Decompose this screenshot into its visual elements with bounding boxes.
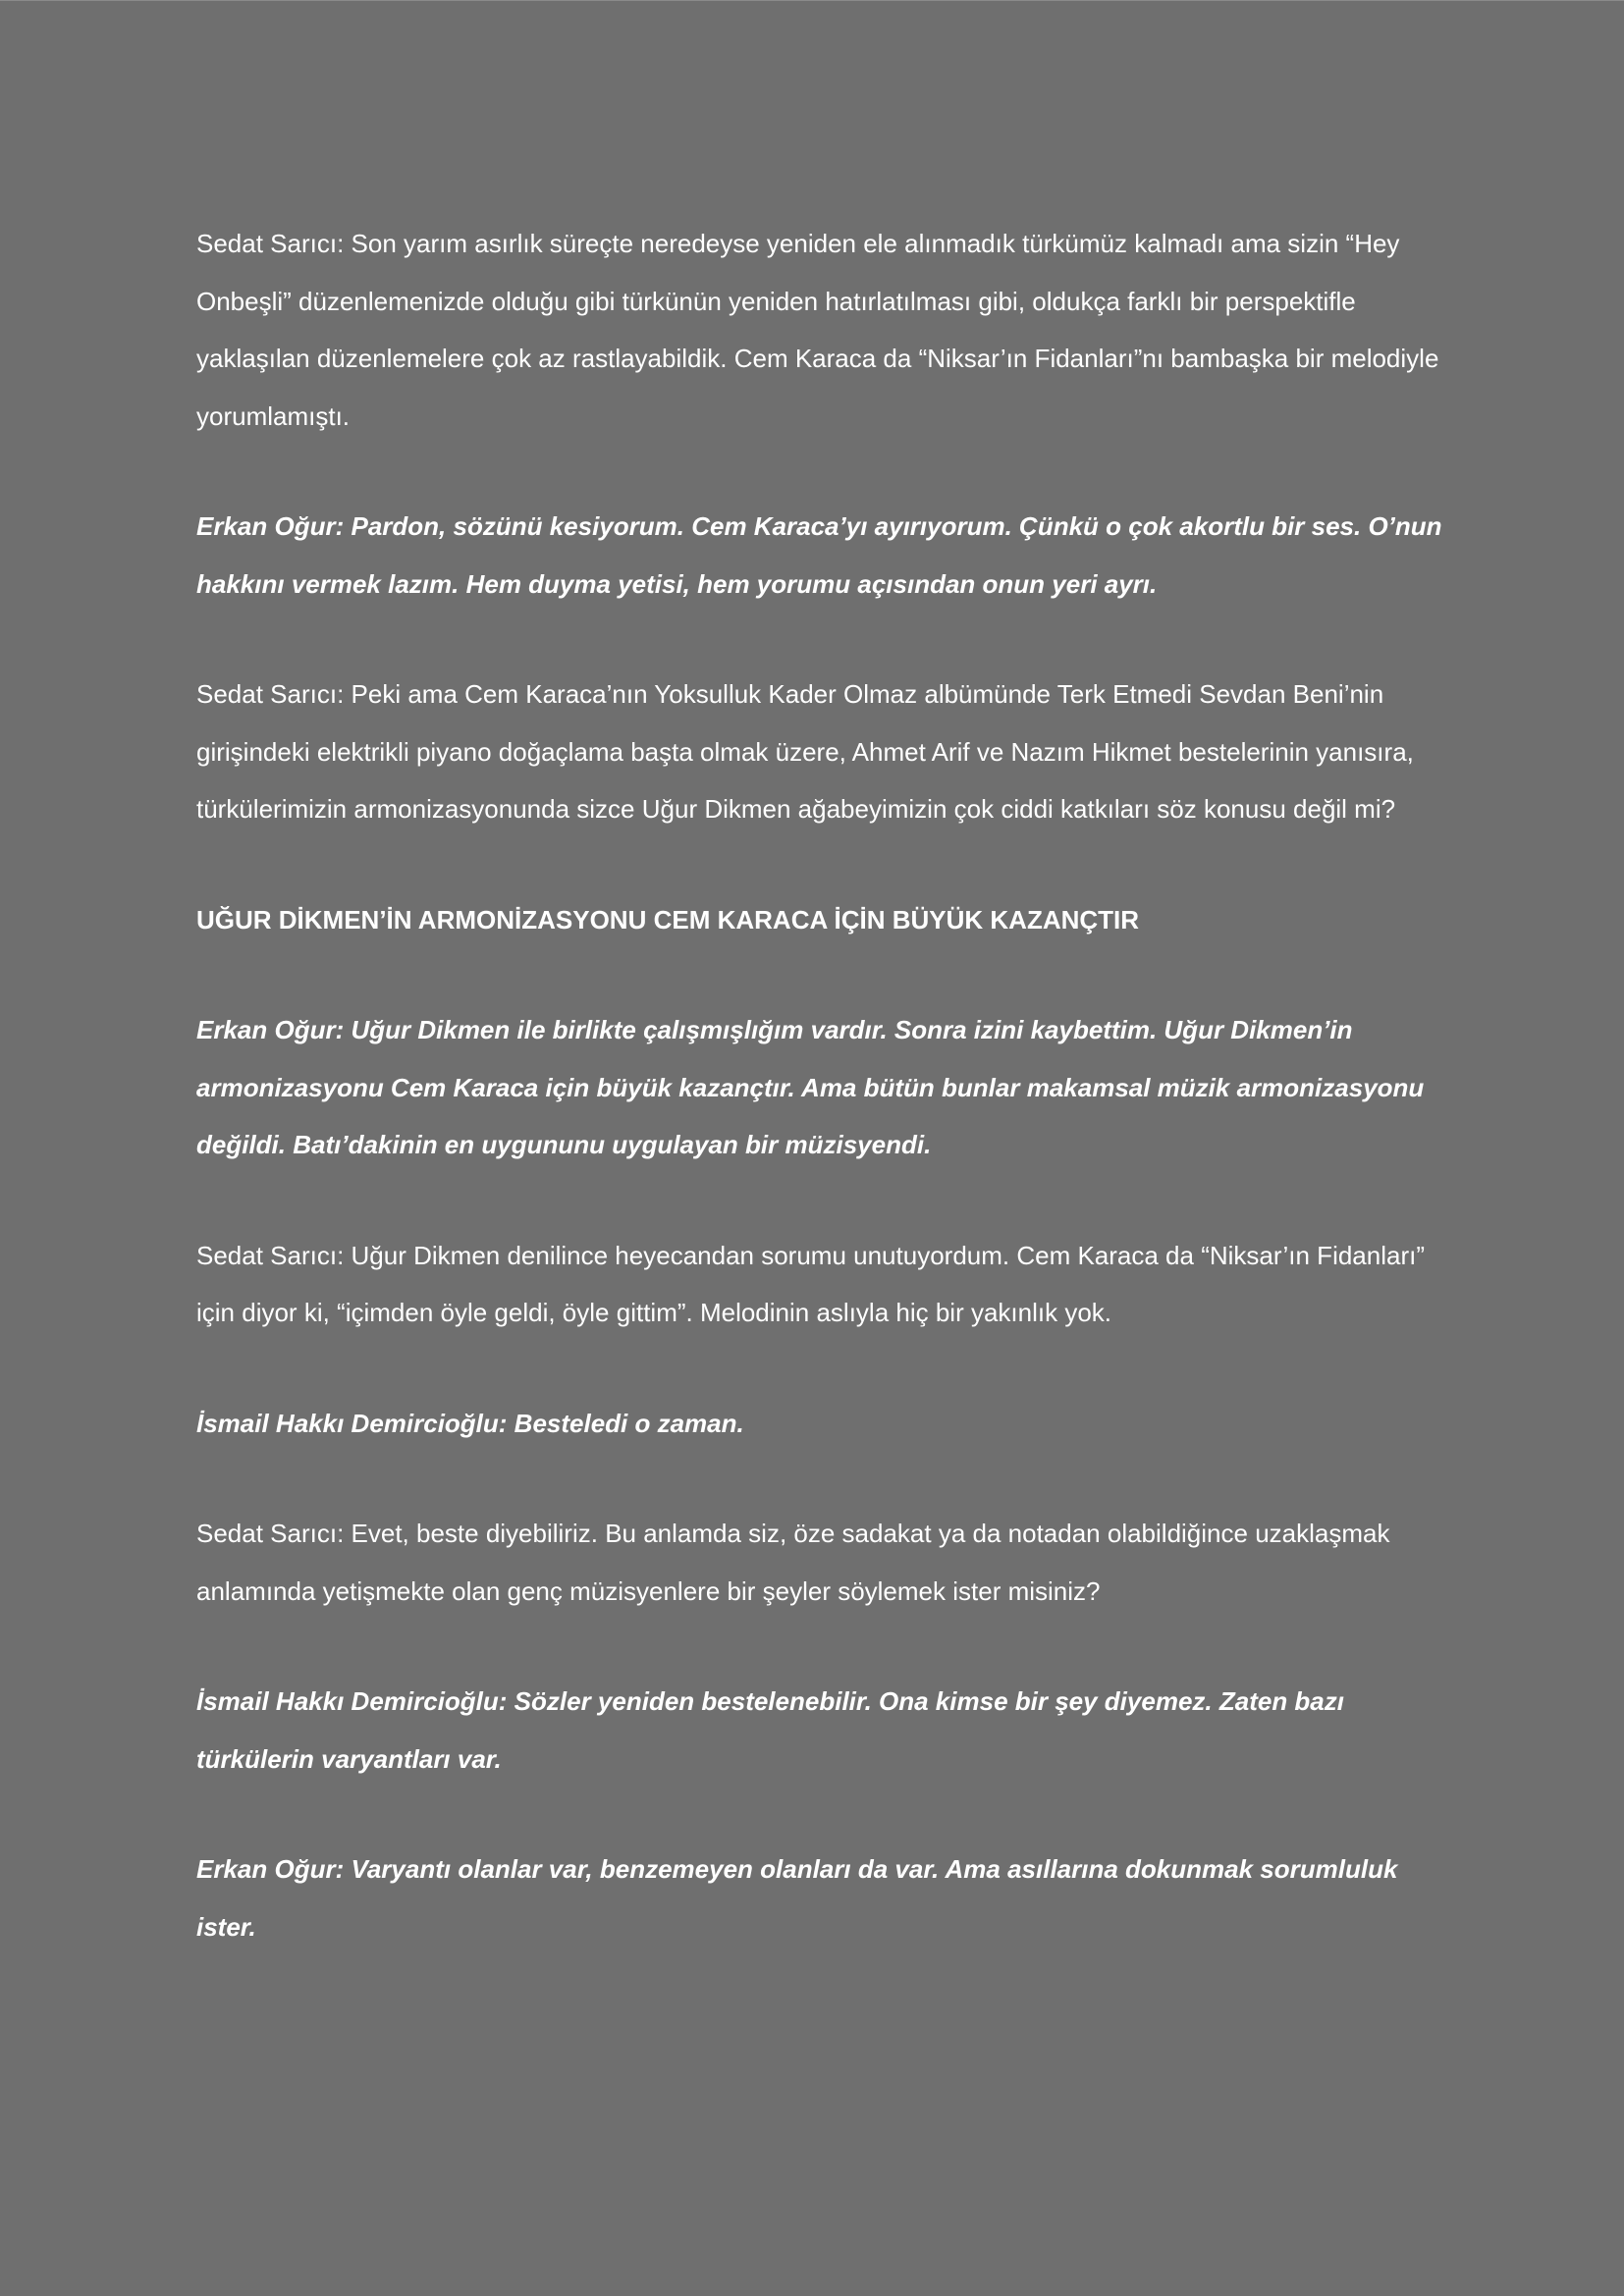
interview-text <box>196 215 1443 2008</box>
guest-answer: Erkan Oğur: Varyantı olanlar var, benzemeyen olanları da var. Ama asıllarına dokunmak sorumluluk ister. <box>196 1854 1398 1942</box>
host-question: Sedat Sarıcı: Evet, beste diyebiliriz. Bu anlamda siz, öze sadakat ya da notadan olabildiğince uzaklaşmak anlamında yetişmekte olan genç müzisyenlere bir şeyler söylemek ister misiniz? <box>196 1519 1390 1606</box>
host-question: Sedat Sarıcı: Son yarım asırlık süreçte neredeyse yeniden ele alınmadık türkümüz kalmadı ama sizin “Hey Onbeşli” düzenlemenizde olduğu gibi türkünün yeniden hatırlatılması gibi, oldukça farklı bir perspektifle yaklaşılan düzenlemelere çok az rastlayabildik. Cem Karaca da “Niksar’ın Fidanları”nı bambaşka bir melodiyle yorumlamıştı. <box>196 229 1439 431</box>
section-heading: UĞUR DİKMEN’İN ARMONİZASYONU CEM KARACA İÇİN BÜYÜK KAZANÇTIR <box>196 904 1140 934</box>
host-question: Sedat Sarıcı: Uğur Dikmen denilince heyecandan sorumu unutuyordum. Cem Karaca da “Niksar’ın Fidanları” için diyor ki, “içimden öyle geldi, öyle gittim”. Melodinin aslıyla hiç bir yakınlık yok. <box>196 1240 1425 1327</box>
guest-answer: Erkan Oğur: Uğur Dikmen ile birlikte çalışmışlığım vardır. Sonra izini kaybettim. Uğur Dikmen’in armonizasyonu Cem Karaca için büyük kazançtır. Ama bütün bunlar makamsal müzik armonizasyonu değildi. Batı’dakinin en uygununu uygulayan bir müzisyendi. <box>196 1015 1425 1159</box>
guest-answer: Erkan Oğur: Pardon, sözünü kesiyorum. Cem Karaca’yı ayırıyorum. Çünkü o çok akortlu bir ses. O’nun hakkını vermek lazım. Hem duyma yetisi, hem yorumu açısından onun yeri ayrı. <box>196 511 1442 599</box>
host-question: Sedat Sarıcı: Peki ama Cem Karaca’nın Yoksulluk Kader Olmaz albümünde Terk Etmedi Sevdan Beni’nin girişindeki elektrikli piyano doğaçlama başta olmak üzere, Ahmet Arif ve Nazım Hikmet bestelerinin yanısıra, türkülerimizin armonizasyonunda sizce Uğur Dikmen ağabeyimizin çok ciddi katkıları söz konusu değil mi? <box>196 679 1414 824</box>
guest-answer: İsmail Hakkı Demircioğlu: Besteledi o zaman. <box>196 1408 744 1438</box>
guest-answer: İsmail Hakkı Demircioğlu: Sözler yeniden bestelenebilir. Ona kimse bir şey diyemez. Zaten bazı türkülerin varyantları var. <box>196 1686 1344 1774</box>
